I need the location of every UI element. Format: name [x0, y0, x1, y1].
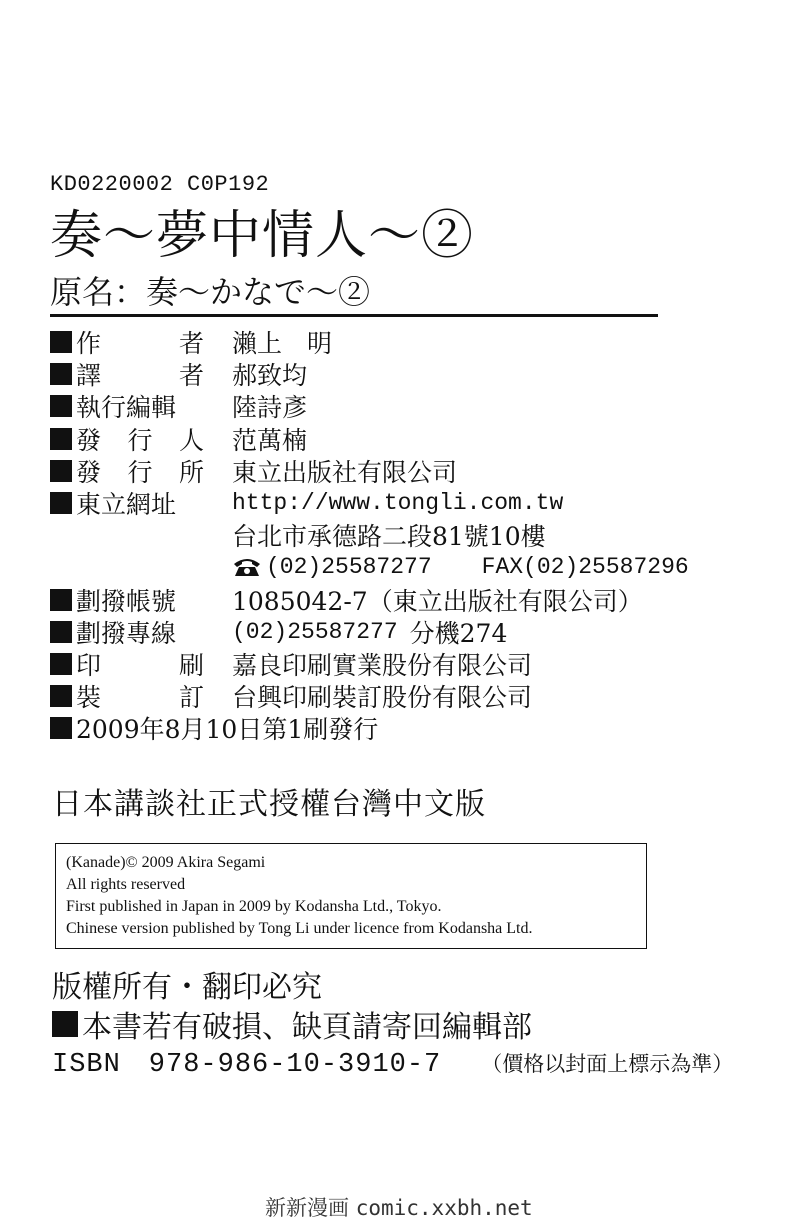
- copyright-line: All rights reserved: [66, 876, 186, 893]
- info-row-contact: [50, 551, 690, 583]
- isbn-number: ISBN 978-986-10-3910-7: [52, 1050, 442, 1080]
- info-row-giro-account: [50, 584, 690, 616]
- bullet-square-icon: [50, 428, 72, 450]
- info-row-address: [50, 519, 690, 551]
- colophon-info: [50, 326, 690, 744]
- authorization-notice: 日本講談社正式授權台灣中文版: [52, 787, 486, 822]
- copyright-line: First published in Japan in 2009 by Kodansha Ltd., Tokyo.: [66, 898, 442, 915]
- original-title: 原名：奏～かなで～②: [50, 273, 371, 311]
- info-value: 1085042-7（東立出版社有限公司）: [232, 586, 643, 616]
- bullet-square-icon: [50, 589, 72, 611]
- info-value: 瀨上 明: [232, 329, 333, 359]
- info-label: 印 刷: [76, 650, 204, 680]
- bullet-square-icon: [50, 363, 72, 385]
- fax-number: FAX(02)25587296: [481, 554, 689, 581]
- phone-number: (02)25587277: [266, 554, 432, 581]
- info-value: (02)25587277: [232, 618, 398, 645]
- bullet-square-icon: [50, 460, 72, 482]
- damage-notice: 本書若有破損、缺頁請寄回編輯部: [82, 1010, 532, 1045]
- info-label: 作 者: [76, 329, 204, 359]
- info-row-author: [50, 326, 690, 358]
- info-label: 劃撥帳號: [76, 586, 177, 616]
- isbn-row: [52, 1040, 733, 1080]
- catalog-code: KD0220002 C0P192: [50, 172, 270, 197]
- watermark-url: comic.xxbh.net: [355, 1196, 533, 1220]
- rights-notice: 版權所有・翻印必究: [52, 970, 322, 1005]
- info-value: 台興印刷裝訂股份有限公司: [232, 683, 533, 713]
- copyright-line: Chinese version published by Tong Li under licence from Kodansha Ltd.: [66, 920, 533, 937]
- extension-text: 分機274: [409, 618, 508, 648]
- website-link[interactable]: http://www.tongli.com.tw: [232, 490, 564, 517]
- info-label: 發 行 人: [76, 425, 204, 455]
- info-label: 發 行 所: [76, 457, 204, 487]
- info-label: 劃撥專線: [76, 618, 177, 648]
- info-label: 裝 訂: [76, 683, 204, 713]
- info-value: 郝致均: [232, 361, 308, 391]
- book-title: 奏～夢中情人～②: [50, 206, 475, 266]
- copyright-line: (Kanade)© 2009 Akira Segami: [66, 854, 266, 871]
- info-row-giro-line: [50, 616, 690, 648]
- info-value: 嘉良印刷實業股份有限公司: [232, 650, 533, 680]
- info-row-publisher-person: [50, 423, 690, 455]
- info-label: 譯 者: [76, 361, 204, 391]
- info-value: 范萬楠: [232, 425, 308, 455]
- bullet-square-icon: [50, 717, 72, 739]
- publish-date: 2009年8月10日第1刷發行: [76, 715, 379, 745]
- info-row-translator: [50, 358, 690, 390]
- bullet-square-icon: [50, 685, 72, 707]
- info-value: 東立出版社有限公司: [232, 457, 458, 487]
- info-label: 東立網址: [76, 490, 177, 520]
- bullet-square-icon: [50, 621, 72, 643]
- info-row-publisher: [50, 455, 690, 487]
- info-row-website: [50, 487, 690, 519]
- bullet-square-icon: [50, 395, 72, 417]
- site-watermark: [265, 1192, 533, 1222]
- bullet-square-icon: [50, 331, 72, 353]
- bullet-square-icon: [50, 653, 72, 675]
- info-row-editor: [50, 390, 690, 422]
- info-row-binding: [50, 680, 690, 712]
- info-label: 執行編輯: [76, 393, 177, 423]
- info-row-publish-date: [50, 712, 690, 744]
- copyright-box: [55, 843, 647, 949]
- info-value: 陸詩彥: [232, 393, 308, 423]
- watermark-name: 新新漫画: [265, 1196, 349, 1220]
- price-note: （價格以封面上標示為準）: [481, 1052, 734, 1076]
- telephone-icon: [232, 556, 262, 578]
- bullet-square-icon: [52, 1011, 78, 1037]
- title-rule: [50, 314, 658, 317]
- bullet-square-icon: [50, 492, 72, 514]
- address-text: 台北市承德路二段81號10樓: [232, 522, 546, 552]
- info-row-printing: [50, 648, 690, 680]
